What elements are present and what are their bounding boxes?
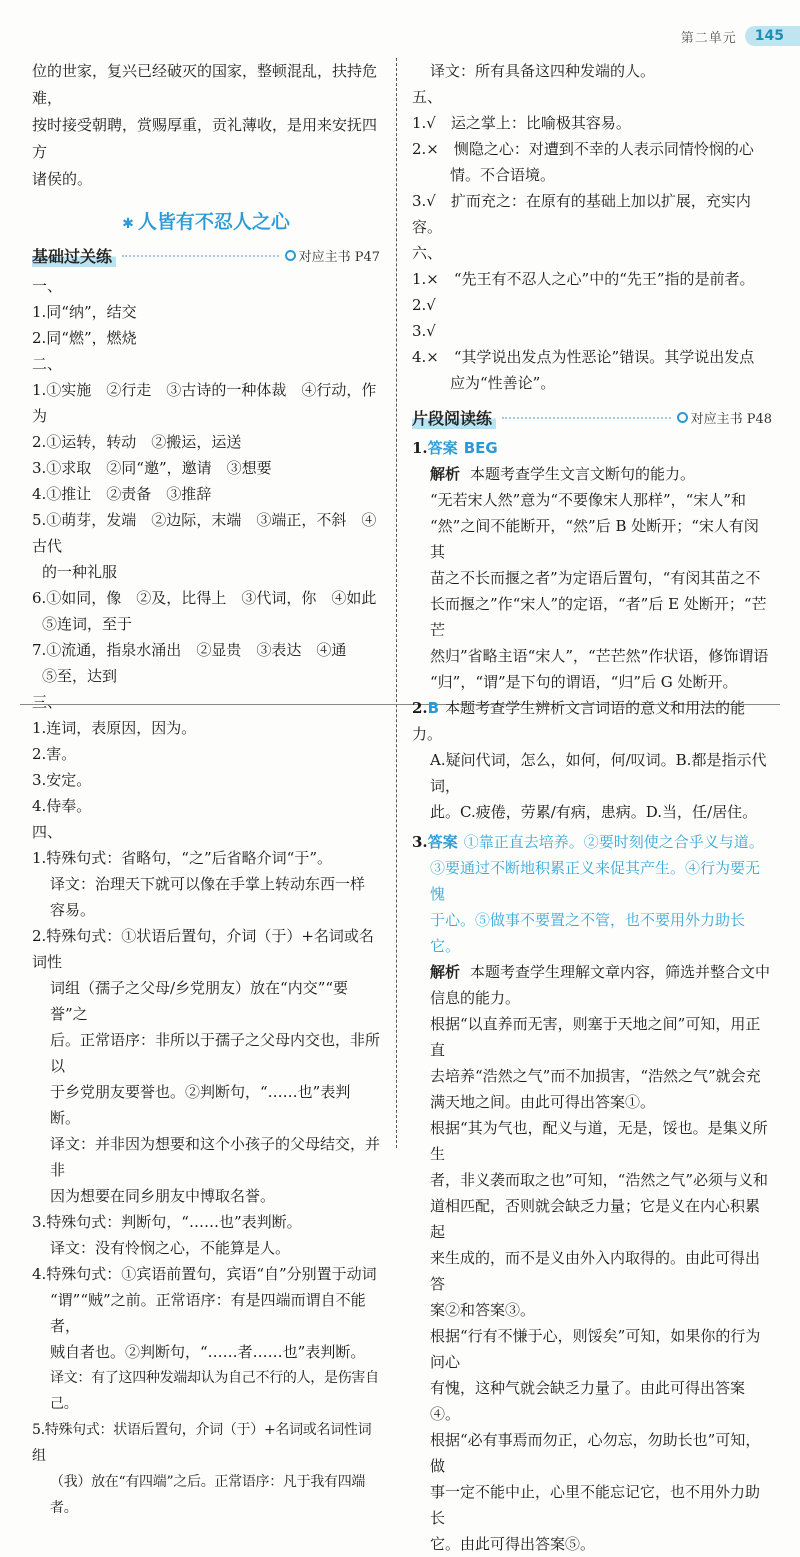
answer-line: “谓”“贼”之前。正常语序：有是四端而谓自不能者， (50, 1291, 366, 1335)
answer-line: 于乡党朋友要誉也。②判断句，“……也”表判断。 (50, 1083, 351, 1127)
answer-line: 2.①运转，转动 ②搬运，运送 (32, 433, 242, 451)
answer-line: 容易。 (50, 901, 96, 919)
answer-line: 1.同“纳”，结交 (32, 303, 137, 321)
answer-line: 译文：没有怜悯之心，不能算是人。 (50, 1239, 291, 1257)
section-name: 片段阅读练 (412, 406, 496, 429)
intro-line: 按时接受朝聘，赏赐厚重，贡礼薄收，是用来安抚四方 (32, 116, 378, 161)
section-name: 基础过关练 (32, 244, 116, 267)
analysis-line: 去培养“浩然之气”而不加损害，“浩然之气”就会充 (430, 1067, 761, 1085)
column-divider (396, 58, 397, 1148)
analysis-line: 根据“必有事焉而勿正，心勿忘，勿助长也”可知，做 (430, 1431, 761, 1475)
answer-line: 译文：治理天下就可以像在手掌上转动东西一样 (50, 875, 366, 893)
answer-line: 2.× 恻隐之心：对遭到不幸的人表示同情怜悯的心 (412, 140, 754, 158)
answer-line: 2.特殊句式：①状语后置句，介词（于）+名词或名词性 (32, 927, 374, 971)
answer-line: 4.× “其学说出发点为性恶论”错误。其学说出发点 (412, 348, 755, 366)
star-icon: ✱ (122, 216, 134, 232)
answer-line: 译文：并非因为想要和这个小孩子的父母结交，并非 (50, 1135, 381, 1179)
left-column (32, 58, 380, 1521)
answer-line: 3.√ 扩而充之：在原有的基础上加以扩展，充实内容。 (412, 192, 751, 236)
answer-line: 1.①实施 ②行走 ③古诗的一种体裁 ④行动，作为 (32, 381, 377, 425)
answer-value: ①靠正直去培养。②要时刻使之合乎义与道。 (463, 833, 764, 851)
answer-line: 1.√ 运之掌上：比喻极其容易。 (412, 114, 631, 132)
answer-line-blue: 于心。⑤做事不要置之不管，也不要用外力助长它。 (430, 911, 746, 955)
analysis-line: 有愧，这种气就会缺乏力量了。由此可得出答案④。 (430, 1379, 746, 1423)
section-dots (502, 417, 671, 419)
answer-line: 2.同“燃”，燃烧 (32, 329, 137, 347)
answer-line: 后。正常语序：非所以于孺子之父母内交也，非所以 (50, 1031, 381, 1075)
answer-line: 四、 (32, 823, 63, 841)
section-header-basic (32, 244, 380, 267)
answer-line: 4.侍奉。 (32, 797, 92, 815)
answer-line: 二、 (32, 355, 63, 373)
answer-line: 3.①求取 ②同“邀”，邀请 ③想要 (32, 459, 272, 477)
analysis-line: “无若宋人然”意为“不要像宋人那样”，“宋人”和 (430, 491, 747, 509)
analysis-line: 来生成的，而不是义由外入内取得的。由此可得出答 (430, 1249, 761, 1293)
answer-line: 三、 (32, 693, 63, 711)
answer-tag: 答案 (427, 439, 458, 457)
answer-line: 贼自者也。②判断句，“……者……也”表判断。 (50, 1343, 366, 1361)
answer-line: 1.特殊句式：省略句，“之”后省略介词“于”。 (32, 849, 332, 867)
question-3-answer: 3.答案 ①靠正直去培养。②要时刻使之合乎义与道。 (412, 833, 764, 851)
unit-label: 第二单元 (680, 30, 737, 46)
analysis-line: 长而揠之”作“宋人”的定语，“者”后 E 处断开；“芒芒 (430, 595, 767, 639)
answer-line: 5.特殊句式：状语后置句，介词（于）+名词或名词性词组 (32, 1422, 372, 1464)
answer-line: 2.√ (412, 296, 436, 314)
analysis-line: 满天地之间。由此可得出答案①。 (430, 1093, 656, 1111)
search-icon (285, 250, 296, 261)
answer-line: 一、 (32, 277, 63, 295)
answer-line: 1.× “先王有不忍人之心”中的“先王”指的是前者。 (412, 270, 755, 288)
answer-line: 7.①流通，指泉水涌出 ②显贵 ③表达 ④通 (32, 641, 347, 659)
answer-value: BEG (463, 439, 498, 457)
answer-line: 1.连词，表原因，因为。 (32, 719, 197, 737)
analysis-line: 苗之不长而揠之者”为定语后置句，“有闵其苗之不 (430, 569, 761, 587)
analysis-line: 此。C.疲倦，劳累/有病，患病。D.当，任/居住。 (430, 803, 758, 821)
book-reference: 对应主书 P48 (677, 408, 772, 427)
answer-line-blue: ③要通过不断地积累正义来促其产生。④行为要无愧 (430, 859, 761, 903)
answer-line: 六、 (412, 244, 443, 262)
question-1-analysis: 解析 本题考查学生文言文断句的能力。 (430, 465, 696, 483)
lesson-title: ✱ 人皆有不忍人之心 (122, 211, 290, 233)
answer-line: ⑤至，达到 (42, 667, 118, 685)
answer-line: 因为想要在同乡朋友中博取名誉。 (50, 1187, 276, 1205)
analysis-line: 案②和答案③。 (430, 1301, 536, 1319)
answer-line: （我）放在“有四端”之后。正常语序：凡于我有四端者。 (50, 1474, 366, 1516)
page-header (681, 26, 800, 46)
answer-line: ⑤连词，至于 (42, 615, 133, 633)
analysis-line: 事一定不能中止，心里不能忘记它，也不用外力助长 (430, 1483, 761, 1527)
analysis-line: 它。由此可得出答案⑤。 (430, 1535, 596, 1553)
page-number: 145 (745, 26, 800, 46)
analysis-line: 者，非义袭而取之也”可知，“浩然之气”必须与义和 (430, 1171, 769, 1189)
answer-line: 5.①萌芽，发端 ②边际，末端 ③端正，不斜 ④古代 (32, 511, 377, 555)
right-column (412, 58, 772, 1557)
answer-line: 五、 (412, 88, 443, 106)
question-1-answer: 1.答案 BEG (412, 439, 498, 457)
section-header-reading (412, 406, 772, 429)
answer-line: 译文：有了这四种发端却认为自己不行的人，是伤害自己。 (50, 1370, 379, 1412)
answer-line: 词组（孺子之父母/乡党朋友）放在“内交”“要誉”之 (50, 979, 349, 1023)
question-3-analysis: 解析 本题考查学生理解文章内容，筛选并整合文中 (430, 963, 771, 981)
answer-value: B (427, 699, 440, 717)
answer-line: 3.安定。 (32, 771, 92, 789)
analysis-line: 道相匹配，否则就会缺乏力量；它是义在内心积累起 (430, 1197, 761, 1241)
analysis-tag: 解析 (430, 465, 461, 483)
answer-line: 3.特殊句式：判断句，“……也”表判断。 (32, 1213, 302, 1231)
analysis-line: 根据“其为气也，配义与道，无是，馁也。是集义所生 (430, 1119, 768, 1163)
answer-line: 的一种礼服 (42, 563, 118, 581)
search-icon (677, 412, 688, 423)
answer-line: 2.害。 (32, 745, 77, 763)
answer-line: 4.①推让 ②责备 ③推辞 (32, 485, 212, 503)
answer-line: 3.√ (412, 322, 436, 340)
analysis-line: “归”，“谓”是下句的谓语，“归”后 G 处断开。 (430, 673, 738, 691)
analysis-line: A.疑问代词，怎么，如何，何/叹词。B.都是指示代词， (430, 751, 767, 795)
answer-line: 情。不合语境。 (450, 166, 556, 184)
answer-line: 4.特殊句式：①宾语前置句，宾语“自”分别置于动词 (32, 1265, 377, 1283)
answer-tag: 答案 (427, 833, 458, 851)
intro-line: 诸侯的。 (32, 170, 93, 188)
intro-line: 位的世家，复兴已经破灭的国家，整顿混乱，扶持危难， (32, 62, 378, 107)
analysis-line: 然归”省略主语“宋人”，“芒芒然”作状语，修饰谓语 (430, 647, 769, 665)
analysis-line: 根据“以直养而无害，则塞于天地之间”可知，用正直 (430, 1015, 761, 1059)
book-reference: 对应主书 P47 (285, 246, 380, 265)
answer-line: 应为“性善论”。 (450, 374, 556, 392)
answer-line: 译文：所有具备这四种发端的人。 (430, 62, 656, 80)
analysis-line: “然”之间不能断开，“然”后 B 处断开；“宋人有闵其 (430, 517, 759, 561)
question-2-answer: 2.B 本题考查学生辨析文言词语的意义和用法的能力。 (412, 699, 746, 743)
analysis-line: 信息的能力。 (430, 989, 521, 1007)
section-dots (122, 255, 279, 257)
answer-line: 6.①如同，像 ②及，比得上 ③代词，你 ④如此 (32, 589, 377, 607)
answer-list-left (32, 273, 380, 1521)
analysis-tag: 解析 (430, 963, 461, 981)
analysis-line: 根据“行有不慊于心，则馁矣”可知，如果你的行为问心 (430, 1327, 761, 1371)
